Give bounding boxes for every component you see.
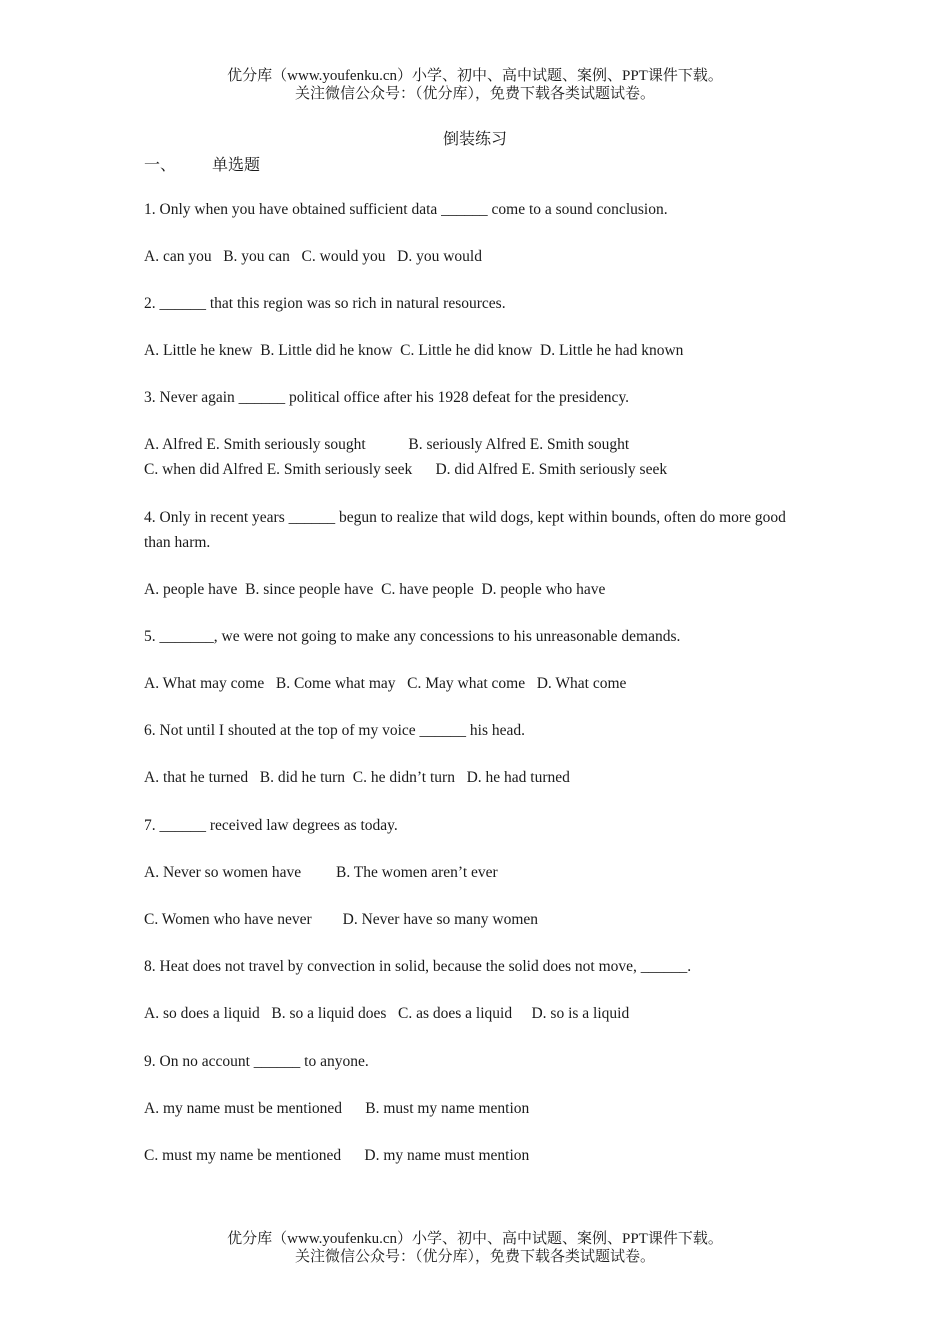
- question-5-stem: 5. _______, we were not going to make any concessions to his unreasonable demands.: [144, 628, 681, 645]
- question-8-stem: 8. Heat does not travel by convection in solid, because the solid does not move, ______.: [144, 958, 692, 975]
- page-footer: [0, 1230, 950, 1266]
- question-5-options: A. What may come B. Come what may C. May what come D. What come: [144, 675, 627, 692]
- question-9-options-row-2: C. must my name be mentioned D. my name must mention: [144, 1147, 530, 1164]
- footer-line-1: 优分库（www.youfenku.cn）小学、初中、高中试题、案例、PPT课件下载。: [227, 1231, 723, 1247]
- page-header: [0, 67, 950, 103]
- question-1-options: A. can you B. you can C. would you D. you would: [144, 248, 482, 265]
- question-3-options-row-2: C. when did Alfred E. Smith seriously seek D. did Alfred E. Smith seriously seek: [144, 461, 668, 478]
- question-8-options: A. so does a liquid B. so a liquid does C. as does a liquid D. so is a liquid: [144, 1005, 630, 1022]
- document-title: 倒装练习: [442, 131, 507, 148]
- section-label: 单选题: [212, 157, 261, 174]
- header-line-1: 优分库（www.youfenku.cn）小学、初中、高中试题、案例、PPT课件下载。: [227, 68, 723, 84]
- question-4-stem: 4. Only in recent years ______ begun to realize that wild dogs, kept within bounds, often do more good than harm.: [144, 509, 786, 551]
- question-4-options: A. people have B. since people have C. have people D. people who have: [144, 581, 606, 598]
- section-number: 一、: [144, 157, 177, 174]
- question-6-stem: 6. Not until I shouted at the top of my voice ______ his head.: [144, 722, 525, 739]
- question-2-options: A. Little he knew B. Little did he know C. Little he did know D. Little he had known: [144, 342, 684, 359]
- question-2-stem: 2. ______ that this region was so rich in natural resources.: [144, 295, 506, 312]
- question-7-options-row-2: C. Women who have never D. Never have so many women: [144, 911, 539, 928]
- question-6-options: A. that he turned B. did he turn C. he didn’t turn D. he had turned: [144, 769, 570, 786]
- question-3-stem: 3. Never again ______ political office after his 1928 defeat for the presidency.: [144, 389, 630, 406]
- header-line-2: 关注微信公众号：（优分库），免费下载各类试题试卷。: [294, 86, 655, 102]
- question-1-stem: 1. Only when you have obtained sufficient data ______ come to a sound conclusion.: [144, 201, 668, 218]
- question-7-stem: 7. ______ received law degrees as today.: [144, 817, 398, 834]
- question-3-options-row-1: A. Alfred E. Smith seriously sought B. seriously Alfred E. Smith sought: [144, 436, 630, 453]
- question-9-stem: 9. On no account ______ to anyone.: [144, 1053, 369, 1070]
- question-9-options-row-1: A. my name must be mentioned B. must my name mention: [144, 1100, 530, 1117]
- section-heading: [144, 152, 260, 175]
- question-7-options-row-1: A. Never so women have B. The women aren’t ever: [144, 864, 498, 881]
- footer-line-2: 关注微信公众号：（优分库），免费下载各类试题试卷。: [294, 1249, 655, 1265]
